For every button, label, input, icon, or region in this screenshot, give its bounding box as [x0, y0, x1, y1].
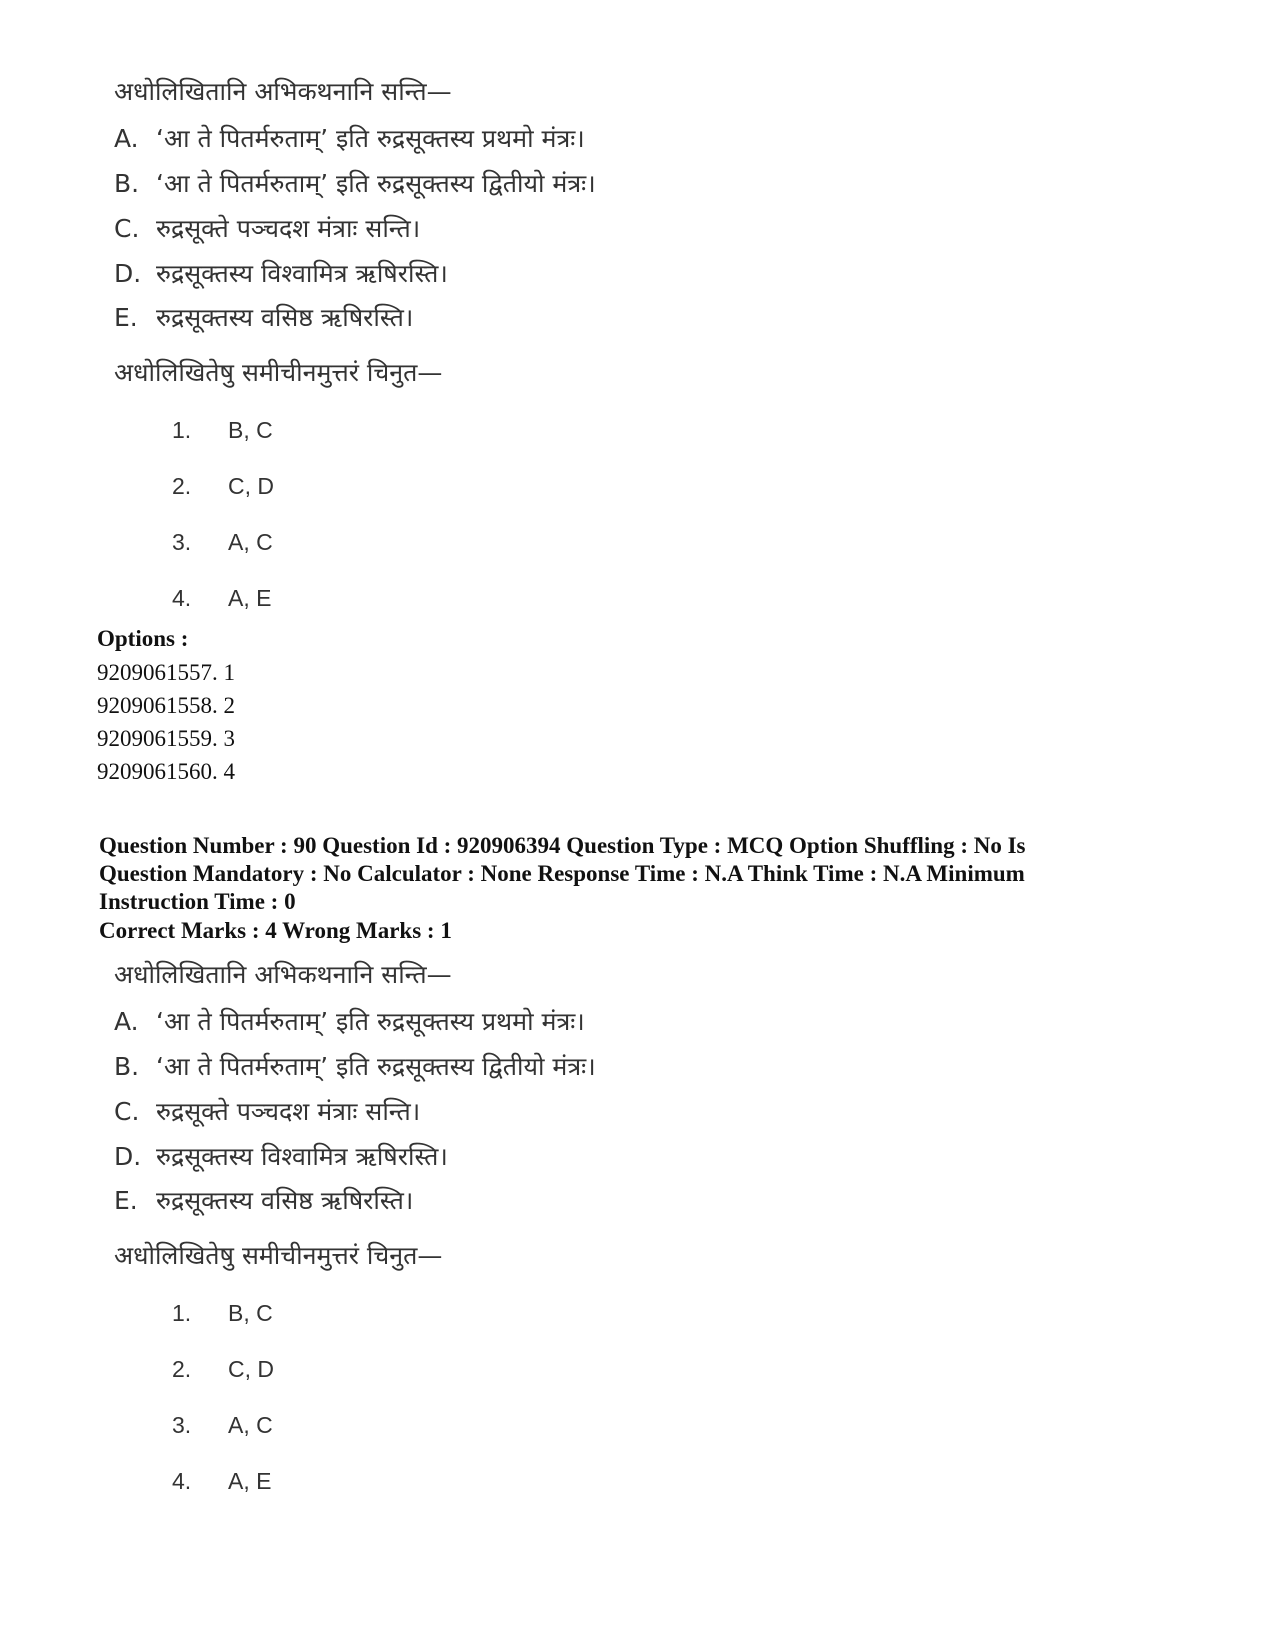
statement-e	[114, 300, 413, 334]
question-meta	[99, 832, 1179, 916]
option-item: 9209061560. 4	[97, 759, 235, 784]
choice-number: 4.	[172, 1468, 192, 1494]
statement-text: रुद्रसूक्तस्य वसिष्ठ ऋषिरस्ति।	[156, 1186, 414, 1215]
statement-text: रुद्रसूक्ते पञ्चदश मंत्राः सन्ति।	[156, 214, 421, 243]
choice-text: A, E	[228, 585, 272, 611]
statement-text: ‘आ ते पितर्मरुताम्’ इति रुद्रसूक्तस्य द्वितीयो मंत्रः।	[156, 169, 596, 198]
statements-intro: अधोलिखितानि अभिकथनानि सन्ति—	[114, 77, 452, 106]
statement-text: ‘आ ते पितर्मरुताम्’ इति रुद्रसूक्तस्य प्रथमो मंत्रः।	[156, 124, 585, 153]
choice-text: A, C	[228, 529, 273, 555]
options-heading: Options :	[97, 626, 189, 651]
choice-text: C, D	[228, 1356, 274, 1382]
choice-number: 3.	[172, 529, 192, 555]
statement-text: ‘आ ते पितर्मरुताम्’ इति रुद्रसूक्तस्य द्वितीयो मंत्रः।	[156, 1052, 596, 1081]
option-item: 9209061559. 3	[97, 726, 235, 751]
statement-label: C.	[114, 214, 140, 243]
statement-d	[114, 1139, 448, 1173]
statement-label: A.	[114, 1007, 139, 1036]
question-meta-line: Instruction Time : 0	[99, 889, 296, 914]
statement-label: C.	[114, 1097, 140, 1126]
statement-e	[114, 1183, 413, 1217]
statement-label: B.	[114, 1052, 140, 1081]
statement-c	[114, 211, 420, 245]
statement-text: ‘आ ते पितर्मरुताम्’ इति रुद्रसूक्तस्य प्रथमो मंत्रः।	[156, 1007, 585, 1036]
statement-text: रुद्रसूक्तस्य विश्वामित्र ऋषिरस्ति।	[156, 259, 448, 288]
statement-c	[114, 1094, 420, 1128]
choice-number: 2.	[172, 1356, 192, 1382]
question-meta-line: Question Mandatory : No Calculator : None Response Time : N.A Think Time : N.A Minimum	[99, 861, 1025, 886]
choice-number: 3.	[172, 1412, 192, 1438]
statement-a	[114, 1004, 585, 1038]
statement-label: D.	[114, 259, 142, 288]
statement-b	[114, 166, 596, 200]
choice-number: 4.	[172, 585, 192, 611]
choice-number: 1.	[172, 1300, 192, 1326]
choice-number: 1.	[172, 417, 192, 443]
choice-text: B, C	[228, 417, 273, 443]
marks-info: Correct Marks : 4 Wrong Marks : 1	[99, 918, 452, 943]
question-meta-line: Question Number : 90 Question Id : 920906394 Question Type : MCQ Option Shuffling : No Is	[99, 833, 1026, 858]
statement-label: B.	[114, 169, 140, 198]
statement-label: D.	[114, 1142, 142, 1171]
statement-b	[114, 1049, 596, 1083]
answer-prompt: अधोलिखितेषु समीचीनमुत्तरं चिनुत—	[114, 358, 443, 387]
choice-number: 2.	[172, 473, 192, 499]
choice-text: A, C	[228, 1412, 273, 1438]
answer-prompt: अधोलिखितेषु समीचीनमुत्तरं चिनुत—	[114, 1241, 443, 1270]
statement-d	[114, 256, 448, 290]
statement-label: A.	[114, 124, 139, 153]
statements-intro: अधोलिखितानि अभिकथनानि सन्ति—	[114, 960, 452, 989]
choice-text: C, D	[228, 473, 274, 499]
statement-label: E.	[114, 303, 138, 332]
option-item: 9209061558. 2	[97, 693, 235, 718]
statement-label: E.	[114, 1186, 138, 1215]
choice-text: B, C	[228, 1300, 273, 1326]
statement-text: रुद्रसूक्तस्य वसिष्ठ ऋषिरस्ति।	[156, 303, 414, 332]
statement-text: रुद्रसूक्तस्य विश्वामित्र ऋषिरस्ति।	[156, 1142, 448, 1171]
statement-a	[114, 121, 585, 155]
option-item: 9209061557. 1	[97, 660, 235, 685]
statement-text: रुद्रसूक्ते पञ्चदश मंत्राः सन्ति।	[156, 1097, 421, 1126]
choice-text: A, E	[228, 1468, 272, 1494]
